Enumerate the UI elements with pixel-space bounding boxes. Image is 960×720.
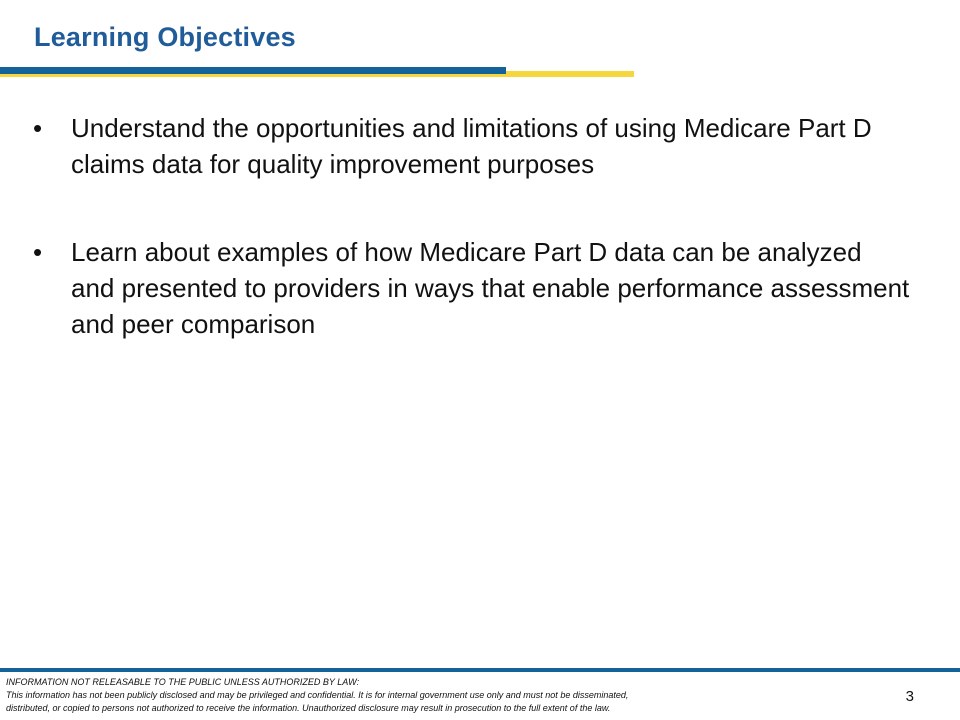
slide-title: Learning Objectives [34,22,296,52]
notice-line: This information has not been publicly disclosed and may be privileged and confidential. It is for internal government use only and must not be disseminated, [6,690,629,700]
notice-line: INFORMATION NOT RELEASABLE TO THE PUBLIC UNLESS AUTHORIZED BY LAW: [6,677,360,687]
notice-line: distributed, or copied to persons not authorized to receive the information. Unauthorized disclosure may result in prosecution to the full extent of the law. [6,703,611,713]
bullet-dot-icon: • [33,237,43,267]
title-underline-blue [0,67,506,74]
bullet-text: Understand the opportunities and limitations of using Medicare Part D claims data for quality improvement purposes [71,113,872,179]
bullet-list [30,110,910,394]
bullet-dot-icon: • [33,113,43,143]
footer-divider [0,668,960,672]
page-number: 3 [905,688,914,705]
bullet-item [30,110,910,182]
confidentiality-notice [6,676,846,715]
bullet-text: Learn about examples of how Medicare Part D data can be analyzed and presented to providers in ways that enable performance assessment and peer comparison [71,237,910,339]
bullet-item [30,234,910,342]
